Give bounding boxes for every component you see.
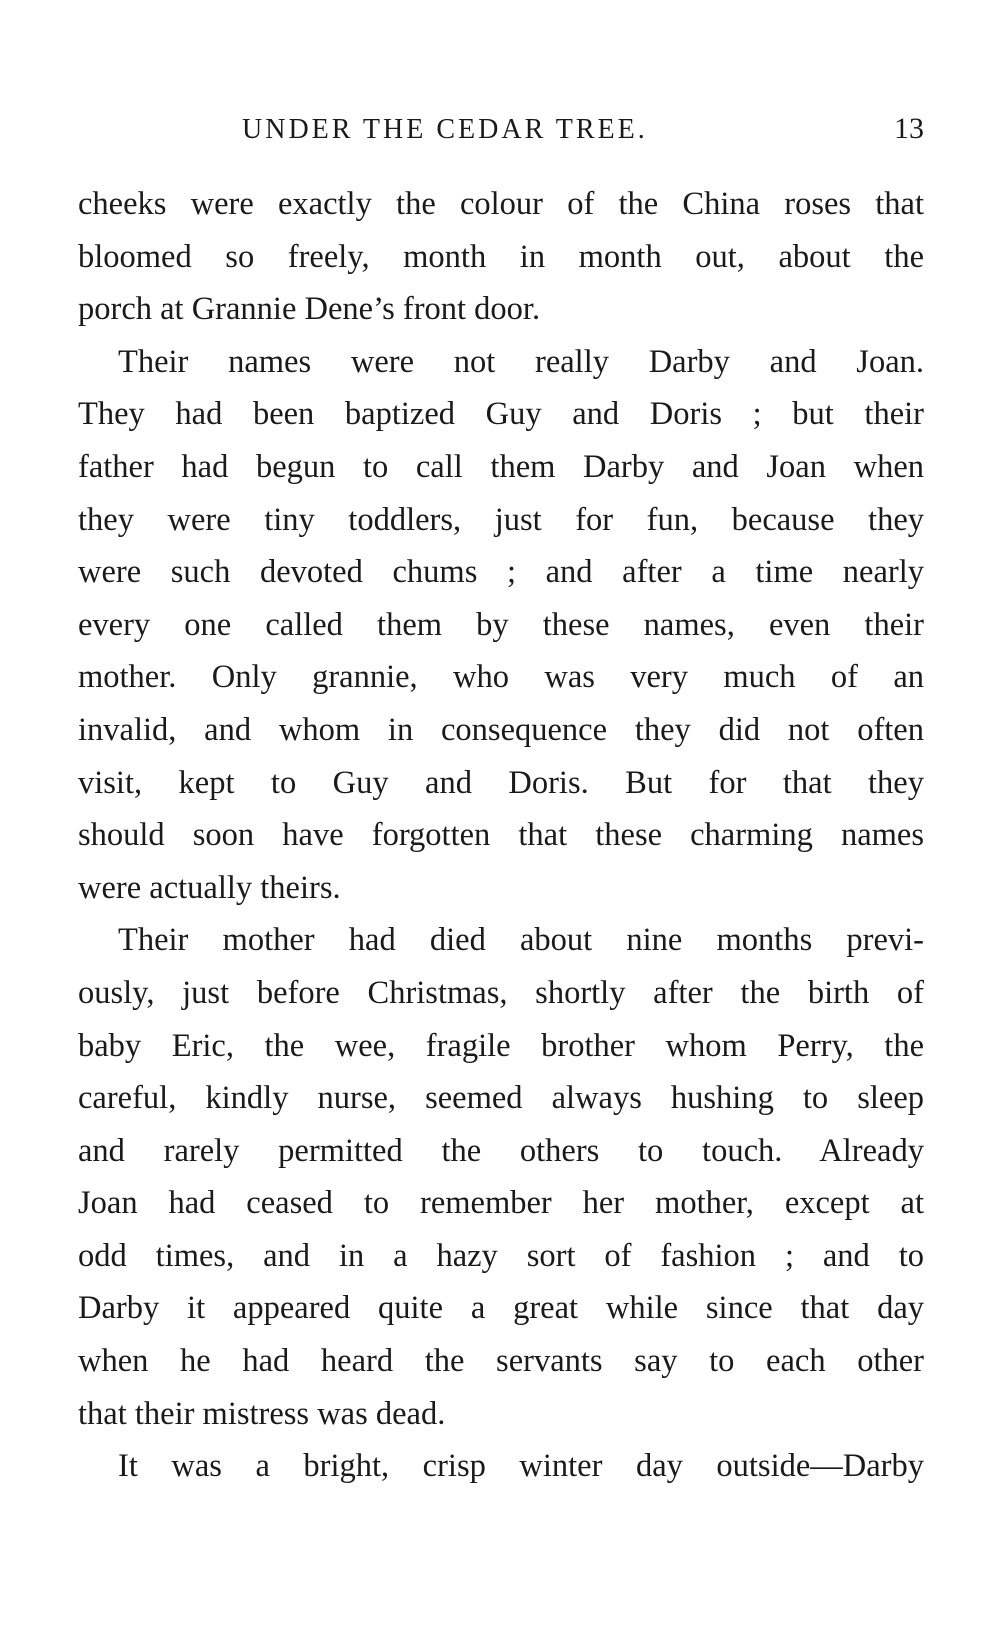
text-line: when he had heard the servants say to each other xyxy=(78,1343,924,1380)
text-line: porch at Grannie Dene’s front door. xyxy=(78,291,541,328)
text-line: visit, kept to Guy and Doris. But for that they xyxy=(78,764,924,801)
body-text xyxy=(78,178,924,1493)
running-head xyxy=(78,108,924,152)
page-number: 13 xyxy=(894,112,924,145)
text-line: were such devoted chums ; and after a time nearly xyxy=(78,554,924,591)
text-line: Their mother had died about nine months previ- xyxy=(118,922,924,959)
text-line: Their names were not really Darby and Joan. xyxy=(118,343,924,380)
text-line: they were tiny toddlers, just for fun, because they xyxy=(78,501,924,538)
text-line: ously, just before Christmas, shortly after the birth of xyxy=(78,974,924,1011)
text-line: careful, kindly nurse, seemed always hushing to sleep xyxy=(78,1080,924,1117)
text-line: baby Eric, the wee, fragile brother whom Perry, the xyxy=(78,1027,924,1064)
text-line: Darby it appeared quite a great while since that day xyxy=(78,1290,924,1327)
text-line: every one called them by these names, even their xyxy=(78,606,924,643)
text-line: It was a bright, crisp winter day outside—Darby xyxy=(118,1448,924,1485)
text-line: invalid, and whom in consequence they did not often xyxy=(78,711,924,748)
text-line: odd times, and in a hazy sort of fashion ; and to xyxy=(78,1237,924,1274)
text-line: should soon have forgotten that these charming names xyxy=(78,817,924,854)
text-line: mother. Only grannie, who was very much of an xyxy=(78,659,924,696)
text-line: They had been baptized Guy and Doris ; but their xyxy=(78,396,924,433)
text-line: that their mistress was dead. xyxy=(78,1395,446,1432)
text-line: cheeks were exactly the colour of the China roses that xyxy=(78,186,924,222)
text-line: and rarely permitted the others to touch. Already xyxy=(78,1132,924,1169)
book-page xyxy=(78,108,924,1493)
running-title: UNDER THE CEDAR TREE. xyxy=(242,114,648,145)
text-line: were actually theirs. xyxy=(78,869,341,906)
text-line: bloomed so freely, month in month out, about the xyxy=(78,238,924,275)
text-line: father had begun to call them Darby and Joan when xyxy=(78,448,924,485)
text-line: Joan had ceased to remember her mother, except at xyxy=(78,1185,924,1222)
